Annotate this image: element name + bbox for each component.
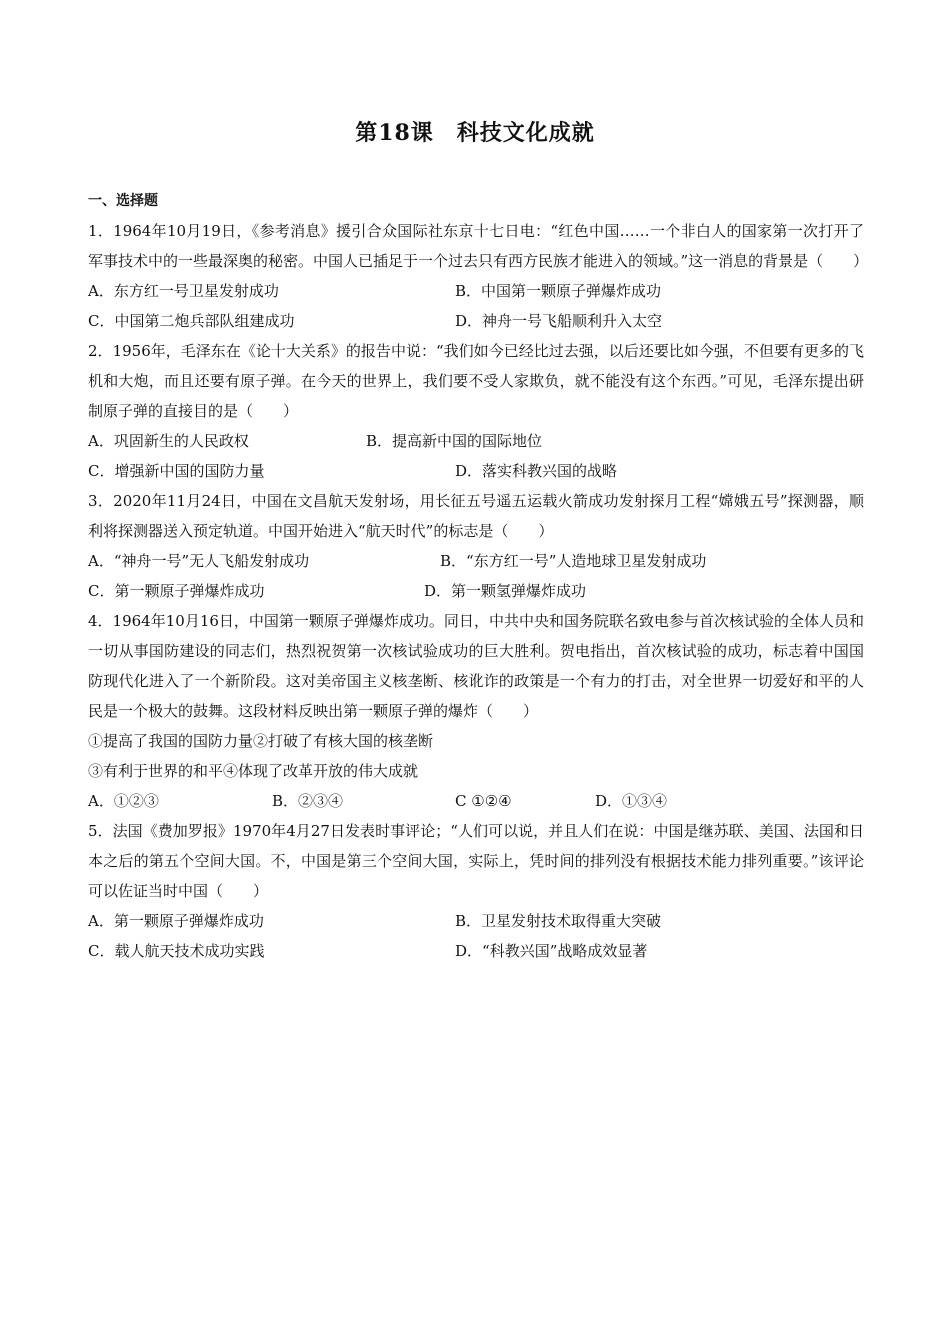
- option-a[interactable]: A．“神舟一号”无人飞船发射成功: [88, 552, 310, 570]
- option-row: [88, 936, 864, 966]
- question-1: [88, 216, 869, 336]
- option-b[interactable]: B．中国第一颗原子弹爆炸成功: [455, 282, 662, 300]
- option-c[interactable]: C．载人航天技术成功实践: [88, 942, 265, 960]
- option-c[interactable]: C ①②④: [455, 792, 512, 810]
- question-stem: 1．1964年10月19日，《参考消息》援引合众国际社东京十七日电：“红色中国……一个非白人的国家第一次打开了军事技术中的一些最深奥的秘密。中国人已插足于一个过去只有西方民族才能进入的领域。”这一消息的背景是（ ）: [88, 222, 869, 270]
- option-b[interactable]: B．②③④: [272, 792, 344, 810]
- option-row: [88, 786, 864, 816]
- option-d[interactable]: D．神舟一号飞船顺利升入太空: [455, 312, 663, 330]
- option-c[interactable]: C．第一颗原子弹爆炸成功: [88, 582, 265, 600]
- question-3: [88, 486, 864, 606]
- option-d[interactable]: D．落实科教兴国的战略: [455, 462, 618, 480]
- question-4: [88, 606, 864, 816]
- option-row: [88, 306, 864, 336]
- option-row: [88, 276, 864, 306]
- page-title: 第18课 科技文化成就: [355, 120, 595, 146]
- section-heading: 一、选择题: [88, 193, 158, 209]
- option-row: [88, 426, 864, 456]
- option-d[interactable]: D．①③④: [595, 792, 668, 810]
- statement-line: ①提高了我国的国防力量②打破了有核大国的核垄断: [88, 732, 434, 750]
- question-stem: 3．2020年11月24日，中国在文昌航天发射场，用长征五号遥五运载火箭成功发射探月工程“嫦娥五号”探测器，顺利将探测器送入预定轨道。中国开始进入“航天时代”的标志是（ ）: [88, 492, 864, 540]
- option-row: [88, 906, 864, 936]
- option-row: [88, 456, 864, 486]
- option-a[interactable]: A．①②③: [88, 792, 159, 810]
- question-2: [88, 336, 864, 486]
- option-c[interactable]: C．增强新中国的国防力量: [88, 462, 265, 480]
- option-a[interactable]: A．第一颗原子弹爆炸成功: [88, 912, 264, 930]
- statement-line: ③有利于世界的和平④体现了改革开放的伟大成就: [88, 762, 419, 780]
- option-row: [88, 576, 864, 606]
- option-row: [88, 546, 864, 576]
- question-list: [88, 188, 869, 966]
- option-a[interactable]: A．巩固新生的人民政权: [88, 432, 249, 450]
- option-a[interactable]: A．东方红一号卫星发射成功: [88, 282, 279, 300]
- option-b[interactable]: B．卫星发射技术取得重大突破: [455, 912, 662, 930]
- option-c[interactable]: C．中国第二炮兵部队组建成功: [88, 312, 295, 330]
- option-b[interactable]: B．提高新中国的国际地位: [366, 432, 543, 450]
- option-d[interactable]: D．第一颗氢弹爆炸成功: [424, 582, 587, 600]
- option-b[interactable]: B．“东方红一号”人造地球卫星发射成功: [440, 552, 707, 570]
- question-stem: 4．1964年10月16日，中国第一颗原子弹爆炸成功。同日，中共中央和国务院联名致电参与首次核试验的全体人员和一切从事国防建设的同志们，热烈祝贺第一次核试验成功的巨大胜利。贺电指出，首次核试验的成功，标志着中国国防现代化进入了一个新阶段。这对美帝国主义核垄断、核讹诈的政策是一个有力的打击，对全世界一切爱好和平的人民是一个极大的鼓舞。这段材料反映出第一颗原子弹的爆炸（ ）: [88, 612, 864, 720]
- question-5: [88, 816, 864, 966]
- question-stem: 5．法国《费加罗报》1970年4月27日发表时事评论；“人们可以说，并且人们在说：中国是继苏联、美国、法国和日本之后的第五个空间大国。不，中国是第三个空间大国，实际上，凭时间的排列没有根据技术能力排列重要。”该评论可以佐证当时中国（ ）: [88, 822, 864, 900]
- question-stem: 2．1956年，毛泽东在《论十大关系》的报告中说：“我们如今已经比过去强，以后还要比如今强，不但要有更多的飞机和大炮，而且还要有原子弹。在今天的世界上，我们要不受人家欺负，就不能没有这个东西。”可见，毛泽东提出研制原子弹的直接目的是（ ）: [88, 342, 864, 420]
- option-d[interactable]: D．“科教兴国”战略成效显著: [455, 942, 648, 960]
